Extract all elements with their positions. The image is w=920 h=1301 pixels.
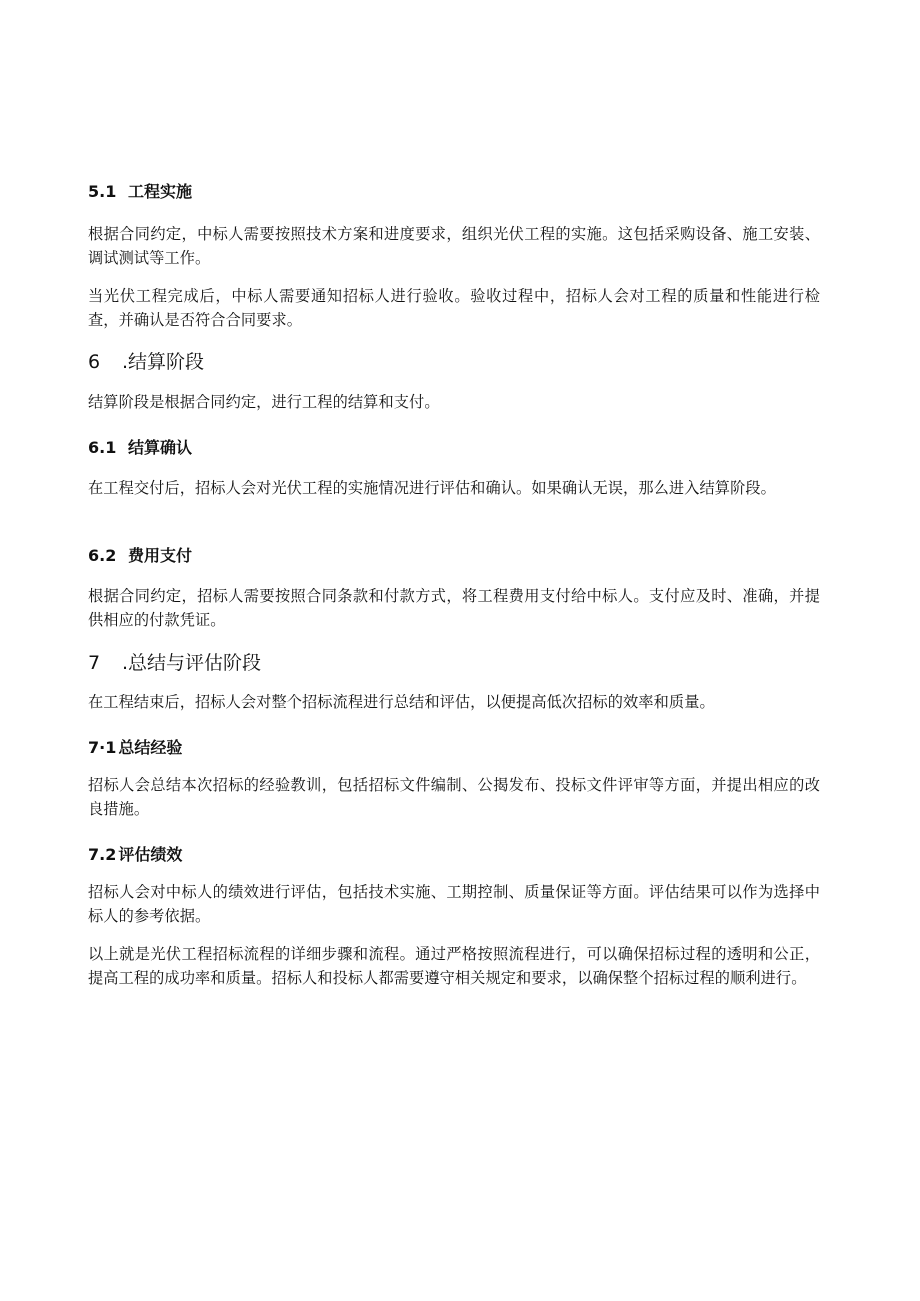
- section-number: 7·1: [88, 738, 117, 757]
- section-number: 6.1: [88, 438, 117, 457]
- section-heading-6-2: [88, 545, 820, 567]
- paragraph: 根据合同约定，招标人需要按照合同条款和付款方式，将工程费用支付给中标人。支付应及时、准确，并提供相应的付款凭证。: [88, 587, 820, 629]
- section-number: 6: [88, 351, 101, 373]
- section-title: .总结与评估阶段: [122, 652, 262, 674]
- section-heading-7: [88, 650, 820, 676]
- section-number: 6.2: [88, 546, 117, 565]
- paragraph: 以上就是光伏工程招标流程的详细步骤和流程。通过严格按照流程进行，可以确保招标过程的透明和公正，提高工程的成功率和质量。招标人和投标人都需要遵守相关规定和要求，以确保整个招标过程的顺利进行。: [88, 945, 820, 987]
- paragraph: 招标人会对中标人的绩效进行评估，包括技术实施、工期控制、质量保证等方面。评估结果可以作为选择中标人的参考依据。: [88, 883, 820, 925]
- paragraph: 根据合同约定，中标人需要按照技术方案和进度要求，组织光伏工程的实施。这包括采购设备、施工安装、调试测试等工作。: [88, 225, 820, 267]
- section-heading-7-1: [88, 737, 820, 759]
- section-number: 7: [88, 652, 101, 674]
- section-heading-5-1: [88, 181, 820, 203]
- section-number: 7.2: [88, 845, 117, 864]
- section-title: .结算阶段: [122, 351, 205, 373]
- paragraph: 当光伏工程完成后，中标人需要通知招标人进行验收。验收过程中，招标人会对工程的质量和性能进行检查，并确认是否符合合同要求。: [88, 287, 820, 329]
- paragraph: 招标人会总结本次招标的经验教训，包括招标文件编制、公揭发布、投标文件评审等方面，并提出相应的改良措施。: [88, 776, 820, 818]
- section-title: 总结经验: [118, 738, 183, 757]
- section-heading-7-2: [88, 844, 820, 866]
- section-title: 结算确认: [128, 438, 193, 457]
- section-title: 评估绩效: [118, 845, 183, 864]
- paragraph: 在工程交付后，招标人会对光伏工程的实施情况进行评估和确认。如果确认无误，那么进入结算阶段。: [88, 479, 776, 497]
- paragraph: 在工程结束后，招标人会对整个招标流程进行总结和评估，以便提高低次招标的效率和质量。: [88, 693, 715, 711]
- section-title: 工程实施: [128, 182, 193, 201]
- section-heading-6: [88, 349, 820, 375]
- section-number: 5.1: [88, 182, 117, 201]
- section-title: 费用支付: [128, 546, 193, 565]
- section-heading-6-1: [88, 437, 820, 459]
- paragraph: 结算阶段是根据合同约定，进行工程的结算和支付。: [88, 393, 440, 411]
